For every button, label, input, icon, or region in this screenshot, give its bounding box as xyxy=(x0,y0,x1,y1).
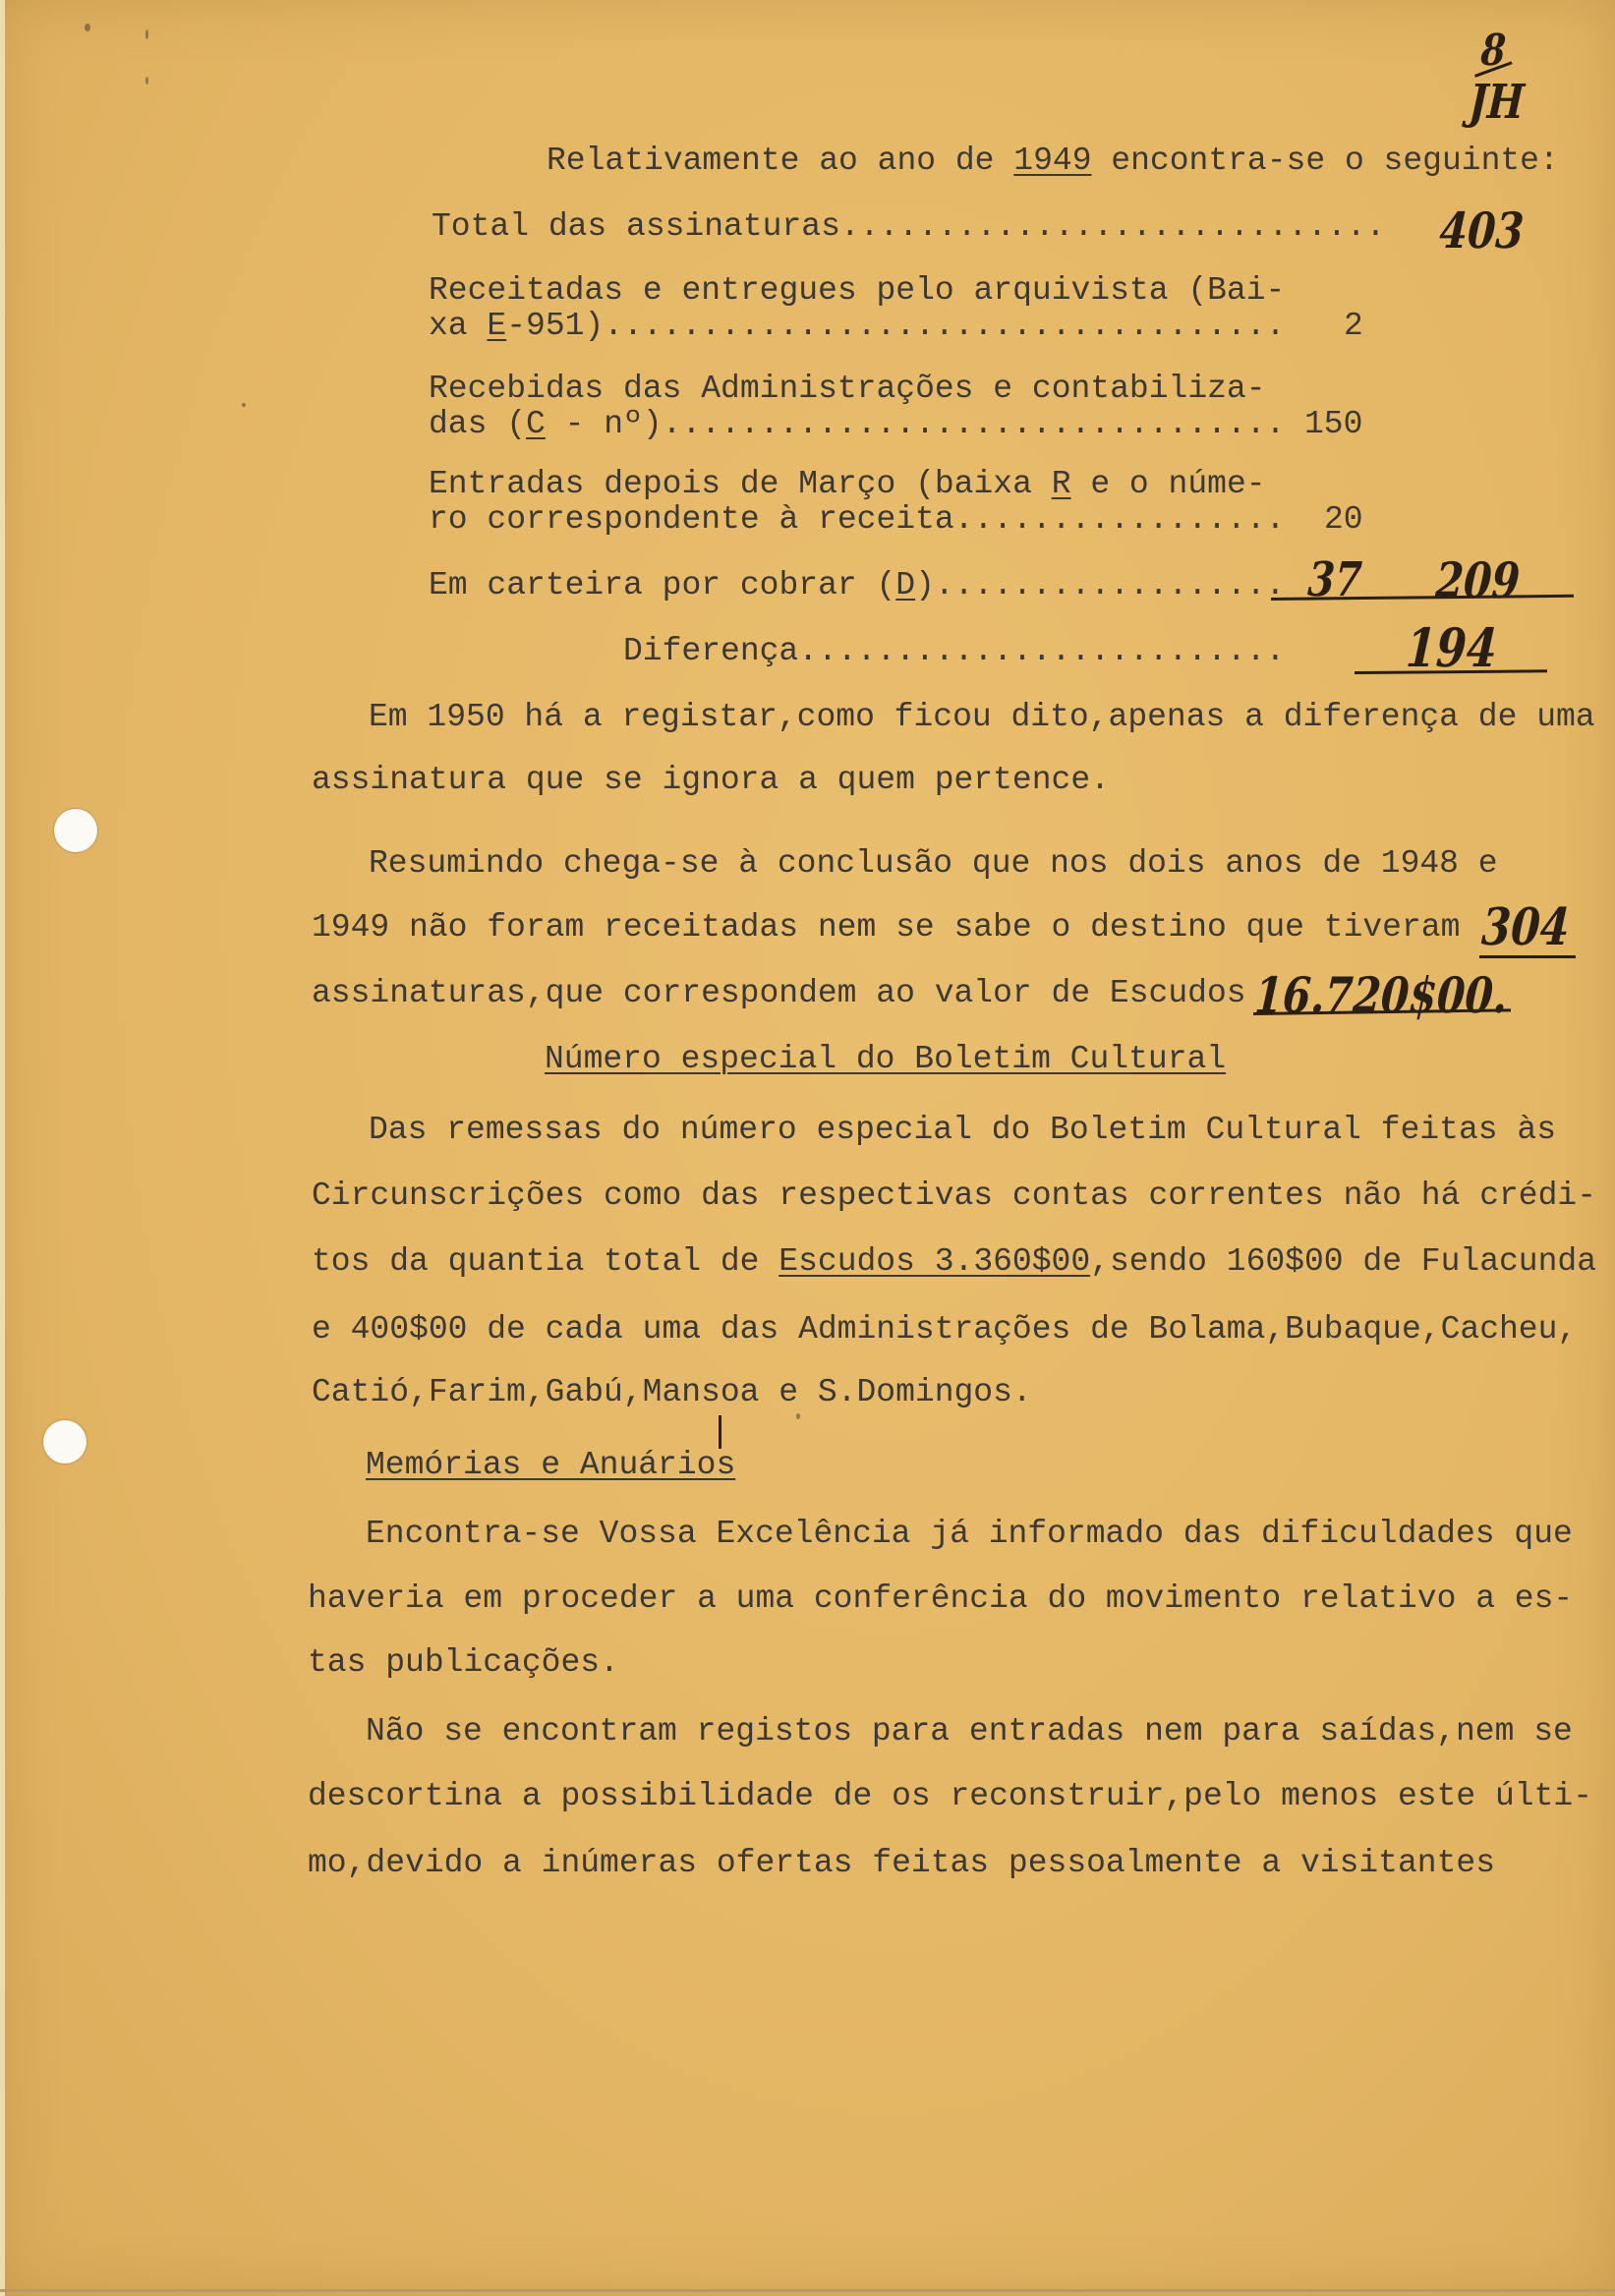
memorias-paragraph-line: Não se encontram registos para entradas nem para saídas,nem se xyxy=(366,1713,1573,1750)
line-text: tos da quantia total de xyxy=(312,1243,779,1280)
row-label: xa xyxy=(429,308,488,344)
row-label: Recebidas das Administrações e contabiliza- xyxy=(429,371,1266,407)
portfolio-value-handwritten: 37 xyxy=(1306,552,1364,607)
received-row-line2 xyxy=(429,405,1285,444)
entries-value: 20 xyxy=(1324,501,1363,538)
memorias-paragraph-line: Encontra-se Vossa Excelência já informado das dificuldades que xyxy=(366,1516,1573,1552)
dot-leader: ......................... xyxy=(798,633,1286,669)
special-issue-line: e 400$00 de cada uma das Administrações de Bolama,Bubaque,Cacheu, xyxy=(312,1311,1578,1348)
memorias-paragraph-line: descortina a possibilidade de os reconstruir,pelo menos este últi- xyxy=(308,1778,1593,1814)
paper-edge-left xyxy=(0,0,5,2296)
ink-speck xyxy=(242,403,246,407)
intro-text-before: Relativamente ao ano de xyxy=(547,143,1014,179)
total-subscriptions-value: 403 xyxy=(1437,201,1526,259)
special-issue-line: Das remessas do número especial do Boletim Cultural feitas às xyxy=(369,1112,1556,1148)
paper-edge-bottom xyxy=(0,2289,1615,2292)
intro-text-after: encontra-se o seguinte: xyxy=(1091,143,1559,179)
row-label: Receitadas e entregues pelo arquivista (Bai- xyxy=(429,272,1286,309)
row-label: - nº) xyxy=(545,406,663,442)
total-subscriptions-row xyxy=(432,207,1385,247)
entries-row-line2 xyxy=(429,500,1285,540)
memorias-heading: Memórias e Anuários xyxy=(366,1447,736,1483)
intro-year: 1949 xyxy=(1013,143,1092,179)
dot-leader: ................................... xyxy=(604,308,1286,344)
row-label: -951) xyxy=(506,308,605,344)
row-label: ) xyxy=(915,567,935,603)
difference-value-handwritten: 194 xyxy=(1404,616,1499,679)
received-value: 150 xyxy=(1304,406,1363,442)
conclusion-count-handwritten: 304 xyxy=(1479,897,1572,957)
row-code: D xyxy=(895,567,916,603)
entries-row-line1 xyxy=(429,465,1266,504)
folio-number: 8 xyxy=(1479,26,1508,76)
conclusion-line: 1949 não foram receitadas nem se sabe o destino que tiveram xyxy=(312,909,1461,946)
punch-hole-lower xyxy=(43,1420,87,1464)
receipted-row-line1 xyxy=(429,271,1285,311)
portfolio-sum-handwritten: 209 xyxy=(1433,551,1522,609)
memorias-paragraph-line: mo,devido a inúmeras ofertas feitas pessoalmente a visitantes xyxy=(308,1845,1495,1881)
row-label: ro correspondente à receita xyxy=(429,501,954,538)
conclusion-line: assinaturas,que correspondem ao valor de Escudos xyxy=(312,975,1246,1011)
row-code: C xyxy=(526,406,546,442)
line-text: ,sendo 160$00 de Fulacunda xyxy=(1090,1243,1597,1280)
memorias-paragraph-line: tas publicações. xyxy=(308,1644,619,1681)
row-code: E xyxy=(487,308,507,344)
row-label: Total das assinaturas xyxy=(432,208,840,245)
difference-row xyxy=(623,632,1285,671)
note-1950-line: Em 1950 há a registar,como ficou dito,apenas a diferença de uma xyxy=(369,699,1595,735)
conclusion-line: Resumindo chega-se à conclusão que nos dois anos de 1948 e xyxy=(369,845,1498,882)
received-row-line1 xyxy=(429,370,1266,409)
ink-speck xyxy=(796,1413,800,1419)
portfolio-row xyxy=(429,566,1285,605)
row-label: Entradas depois de Março (baixa xyxy=(429,466,1052,502)
row-label: Diferença xyxy=(623,633,799,669)
conclusion-amount-handwritten: 16.720$00. xyxy=(1252,966,1510,1024)
row-label: das ( xyxy=(429,406,527,442)
ink-speck xyxy=(145,77,148,85)
total-amount: Escudos 3.360$00 xyxy=(779,1243,1091,1280)
memorias-paragraph-line: haveria em proceder a uma conferência do movimento relativo a es- xyxy=(308,1580,1574,1617)
pen-mark xyxy=(719,1415,721,1449)
row-label: Em carteira por cobrar ( xyxy=(429,567,896,603)
special-issue-line: Circunscrições como das respectivas contas correntes não há crédi- xyxy=(312,1177,1597,1214)
summary-intro-line xyxy=(547,142,1559,181)
dot-leader: ............................ xyxy=(839,208,1386,245)
folio-initials: JH xyxy=(1468,75,1527,130)
dot-leader: ................. xyxy=(953,501,1286,538)
row-code: R xyxy=(1051,466,1071,502)
dot-leader: ................................ xyxy=(662,406,1286,442)
receipted-row-line2 xyxy=(429,307,1285,346)
punch-hole-upper xyxy=(54,809,97,852)
note-1950-line: assinatura que se ignora a quem pertence. xyxy=(312,762,1110,798)
ink-speck xyxy=(85,24,90,31)
special-issue-heading: Número especial do Boletim Cultural xyxy=(545,1041,1227,1077)
row-label: e o núme- xyxy=(1070,466,1266,502)
ink-speck xyxy=(145,29,148,39)
conclusion-count-underline xyxy=(1479,955,1576,958)
receipted-value: 2 xyxy=(1344,308,1363,344)
dot-leader: .................. xyxy=(934,567,1286,603)
special-issue-line xyxy=(312,1242,1596,1282)
special-issue-line: Catió,Farim,Gabú,Mansoa e S.Domingos. xyxy=(312,1374,1032,1410)
